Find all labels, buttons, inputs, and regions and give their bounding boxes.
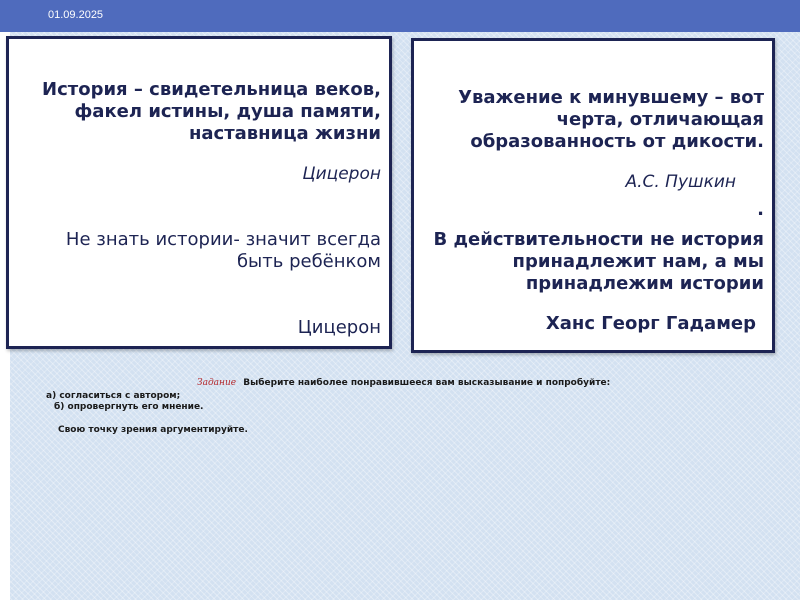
top-bar [0, 0, 800, 32]
task-instruction-text: Выберите наиболее понравившееся вам высказывание и попробуйте: [243, 378, 611, 388]
task-label: Задание [197, 378, 237, 388]
cicero-author-2: Цицерон [297, 317, 381, 338]
task-instruction [197, 378, 610, 388]
pushkin-author: А.С. Пушкин [625, 172, 736, 192]
gadamer-quote: В действительности не история принадлежит нам, а мы принадлежим истории [433, 229, 764, 294]
cicero-quote-child: Не знать истории- значит всегда быть ребёнком [65, 229, 381, 272]
cicero-quote-history: История – свидетельница веков, факел истины, душа памяти, наставница жизни [42, 79, 381, 144]
pushkin-quote: Уважение к минувшему – вот черта, отличающая образованность от дикости. [458, 87, 764, 152]
cicero-author-1: Цицерон [302, 164, 381, 184]
separator-dot: . [757, 199, 764, 220]
gadamer-author: Ханс Георг Гадамер [545, 313, 756, 334]
right-quote-panel [411, 38, 775, 353]
task-closing: Свою точку зрения аргументируйте. [58, 425, 248, 435]
task-option-b: б) опровергнуть его мнение. [54, 402, 204, 412]
task-option-a: а) согласиться с автором; [46, 391, 181, 401]
left-quote-panel [6, 36, 392, 349]
slide-date: 01.09.2025 [48, 9, 104, 21]
